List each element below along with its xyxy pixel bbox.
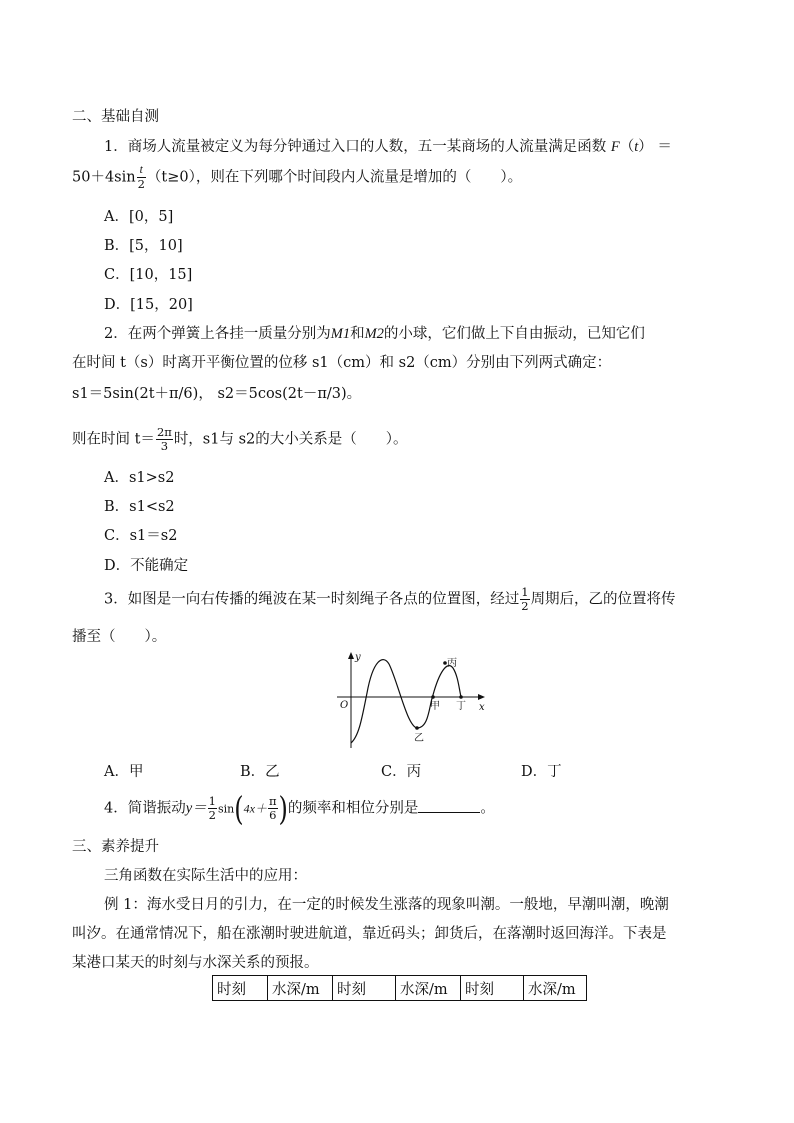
q1-fn-name: F xyxy=(610,139,620,155)
q2-question: 则在时间 t＝ $\frac{2\pi}{3}$ 时，s1与 s2的大小关系是（ ）。 xyxy=(72,425,408,453)
section-title-literacy: 三、素养提升 xyxy=(72,839,159,855)
table-header: 水深/m xyxy=(396,976,461,1001)
q1-formula-pre: 50＋4sin xyxy=(72,169,136,186)
q2-option-a: A．s1>s2 xyxy=(104,470,175,486)
table-header-row xyxy=(213,976,587,1001)
q1-condition: （t≥0），则在下列哪个时间段内人流量是增加的（ ）。 xyxy=(146,169,523,186)
q1-option-d: D．[15，20] xyxy=(104,297,193,313)
q1-option-b: B．[5，10] xyxy=(104,238,183,254)
section3-subtitle: 三角函数在实际生活中的应用： xyxy=(104,868,307,884)
table-header: 时刻 xyxy=(213,976,268,1001)
q2-formulas: s1＝5sin(2t＋π/6)， s2＝5cos(2t－π/3)。 xyxy=(72,386,362,402)
x-axis-label: x xyxy=(479,702,485,713)
q3-option-b: B．乙 xyxy=(240,764,280,780)
table-header: 时刻 xyxy=(461,976,524,1001)
q4-line: 4．简谐振动y＝ $\frac{1}{2}$ sin(4x＋ $\frac{\pi}{6}$ )的频率和相位分别是 。 xyxy=(104,789,495,828)
label-jia: 甲 xyxy=(430,701,440,712)
example1-line2: 叫汐。在通常情况下，船在涨潮时驶进航道，靠近码头；卸货后，在落潮时返回海洋。下表是 xyxy=(72,926,667,942)
q1-text: 1．商场人流量被定义为每分钟通过入口的人数，五一某商场的人流量满足函数 xyxy=(104,139,607,155)
q3-wave-figure xyxy=(335,648,495,768)
origin-label: O xyxy=(340,700,349,711)
q2-option-b: B．s1<s2 xyxy=(104,499,175,515)
y-axis-arrow xyxy=(348,652,354,659)
q2-time-fraction: $\frac{2\pi}{3}$ xyxy=(156,425,172,453)
label-yi: 乙 xyxy=(414,733,424,744)
table-header: 时刻 xyxy=(333,976,396,1001)
q3-line1: 3．如图是一向右传播的绳波在某一时刻绳子各点的位置图，经过 $\frac{1}{2}$ 周期后，乙的位置将传 xyxy=(104,585,676,613)
x-axis-arrow xyxy=(478,694,485,700)
q1-option-c: C．[10，15] xyxy=(104,267,193,283)
q1-line2 xyxy=(72,164,522,191)
q2-m1: M1 xyxy=(330,326,351,342)
table-header: 水深/m xyxy=(268,976,333,1001)
q3-option-c: C．丙 xyxy=(381,764,422,780)
tide-table xyxy=(212,975,587,1001)
example1-line3: 某港口某天的时刻与水深关系的预报。 xyxy=(72,955,319,971)
q1-fn-eq: ＝ xyxy=(657,139,672,155)
section-title-basic-test: 二、基础自测 xyxy=(72,109,159,125)
wave-curve xyxy=(351,660,461,743)
q1-option-a: A．[0，5] xyxy=(104,209,174,225)
q2-formula-s1: s1＝5sin(2t＋π/6) xyxy=(72,386,199,402)
q1-line1: 1．商场人流量被定义为每分钟通过入口的人数，五一某商场的人流量满足函数 F（t） ＝ xyxy=(104,139,672,155)
example1-line1: 例 1：海水受日月的引力，在一定的时候发生涨落的现象叫潮。一般地，早潮叫潮，晚潮 xyxy=(104,897,669,913)
point-jia xyxy=(431,695,435,699)
point-ding xyxy=(459,695,463,699)
q1-fraction: $\frac{t}{2}$ xyxy=(137,164,145,191)
q2-option-d: D．不能确定 xyxy=(104,558,189,574)
y-axis-label: y xyxy=(355,652,361,663)
label-ding: 丁 xyxy=(456,701,466,712)
q1-fn-var: t xyxy=(634,139,639,155)
q2-line2: 在时间 t（s）时离开平衡位置的位移 s1（cm）和 s2（cm）分别由下列两式确定： xyxy=(72,355,612,371)
q3-line2: 播至（ ）。 xyxy=(72,629,167,645)
q2-formula-s2: s2＝5cos(2t－π/3) xyxy=(217,386,347,402)
label-bing: 丙 xyxy=(447,658,457,669)
q2-m2: M2 xyxy=(364,326,384,342)
q4-coef-fraction: $\frac{1}{2}$ xyxy=(208,794,216,822)
q4-arg-fraction: $\frac{\pi}{6}$ xyxy=(268,794,277,822)
q3-fraction: $\frac{1}{2}$ xyxy=(521,585,529,613)
q2-line1: 2．在两个弹簧上各挂一质量分别为M1和M2的小球，它们做上下自由振动，已知它们 xyxy=(104,326,645,342)
table-header: 水深/m xyxy=(524,976,587,1001)
q4-answer-blank xyxy=(418,800,480,813)
q3-option-a: A．甲 xyxy=(104,764,144,780)
q3-option-d: D．丁 xyxy=(521,764,562,780)
point-yi xyxy=(415,726,419,730)
q2-option-c: C．s1＝s2 xyxy=(104,528,178,544)
